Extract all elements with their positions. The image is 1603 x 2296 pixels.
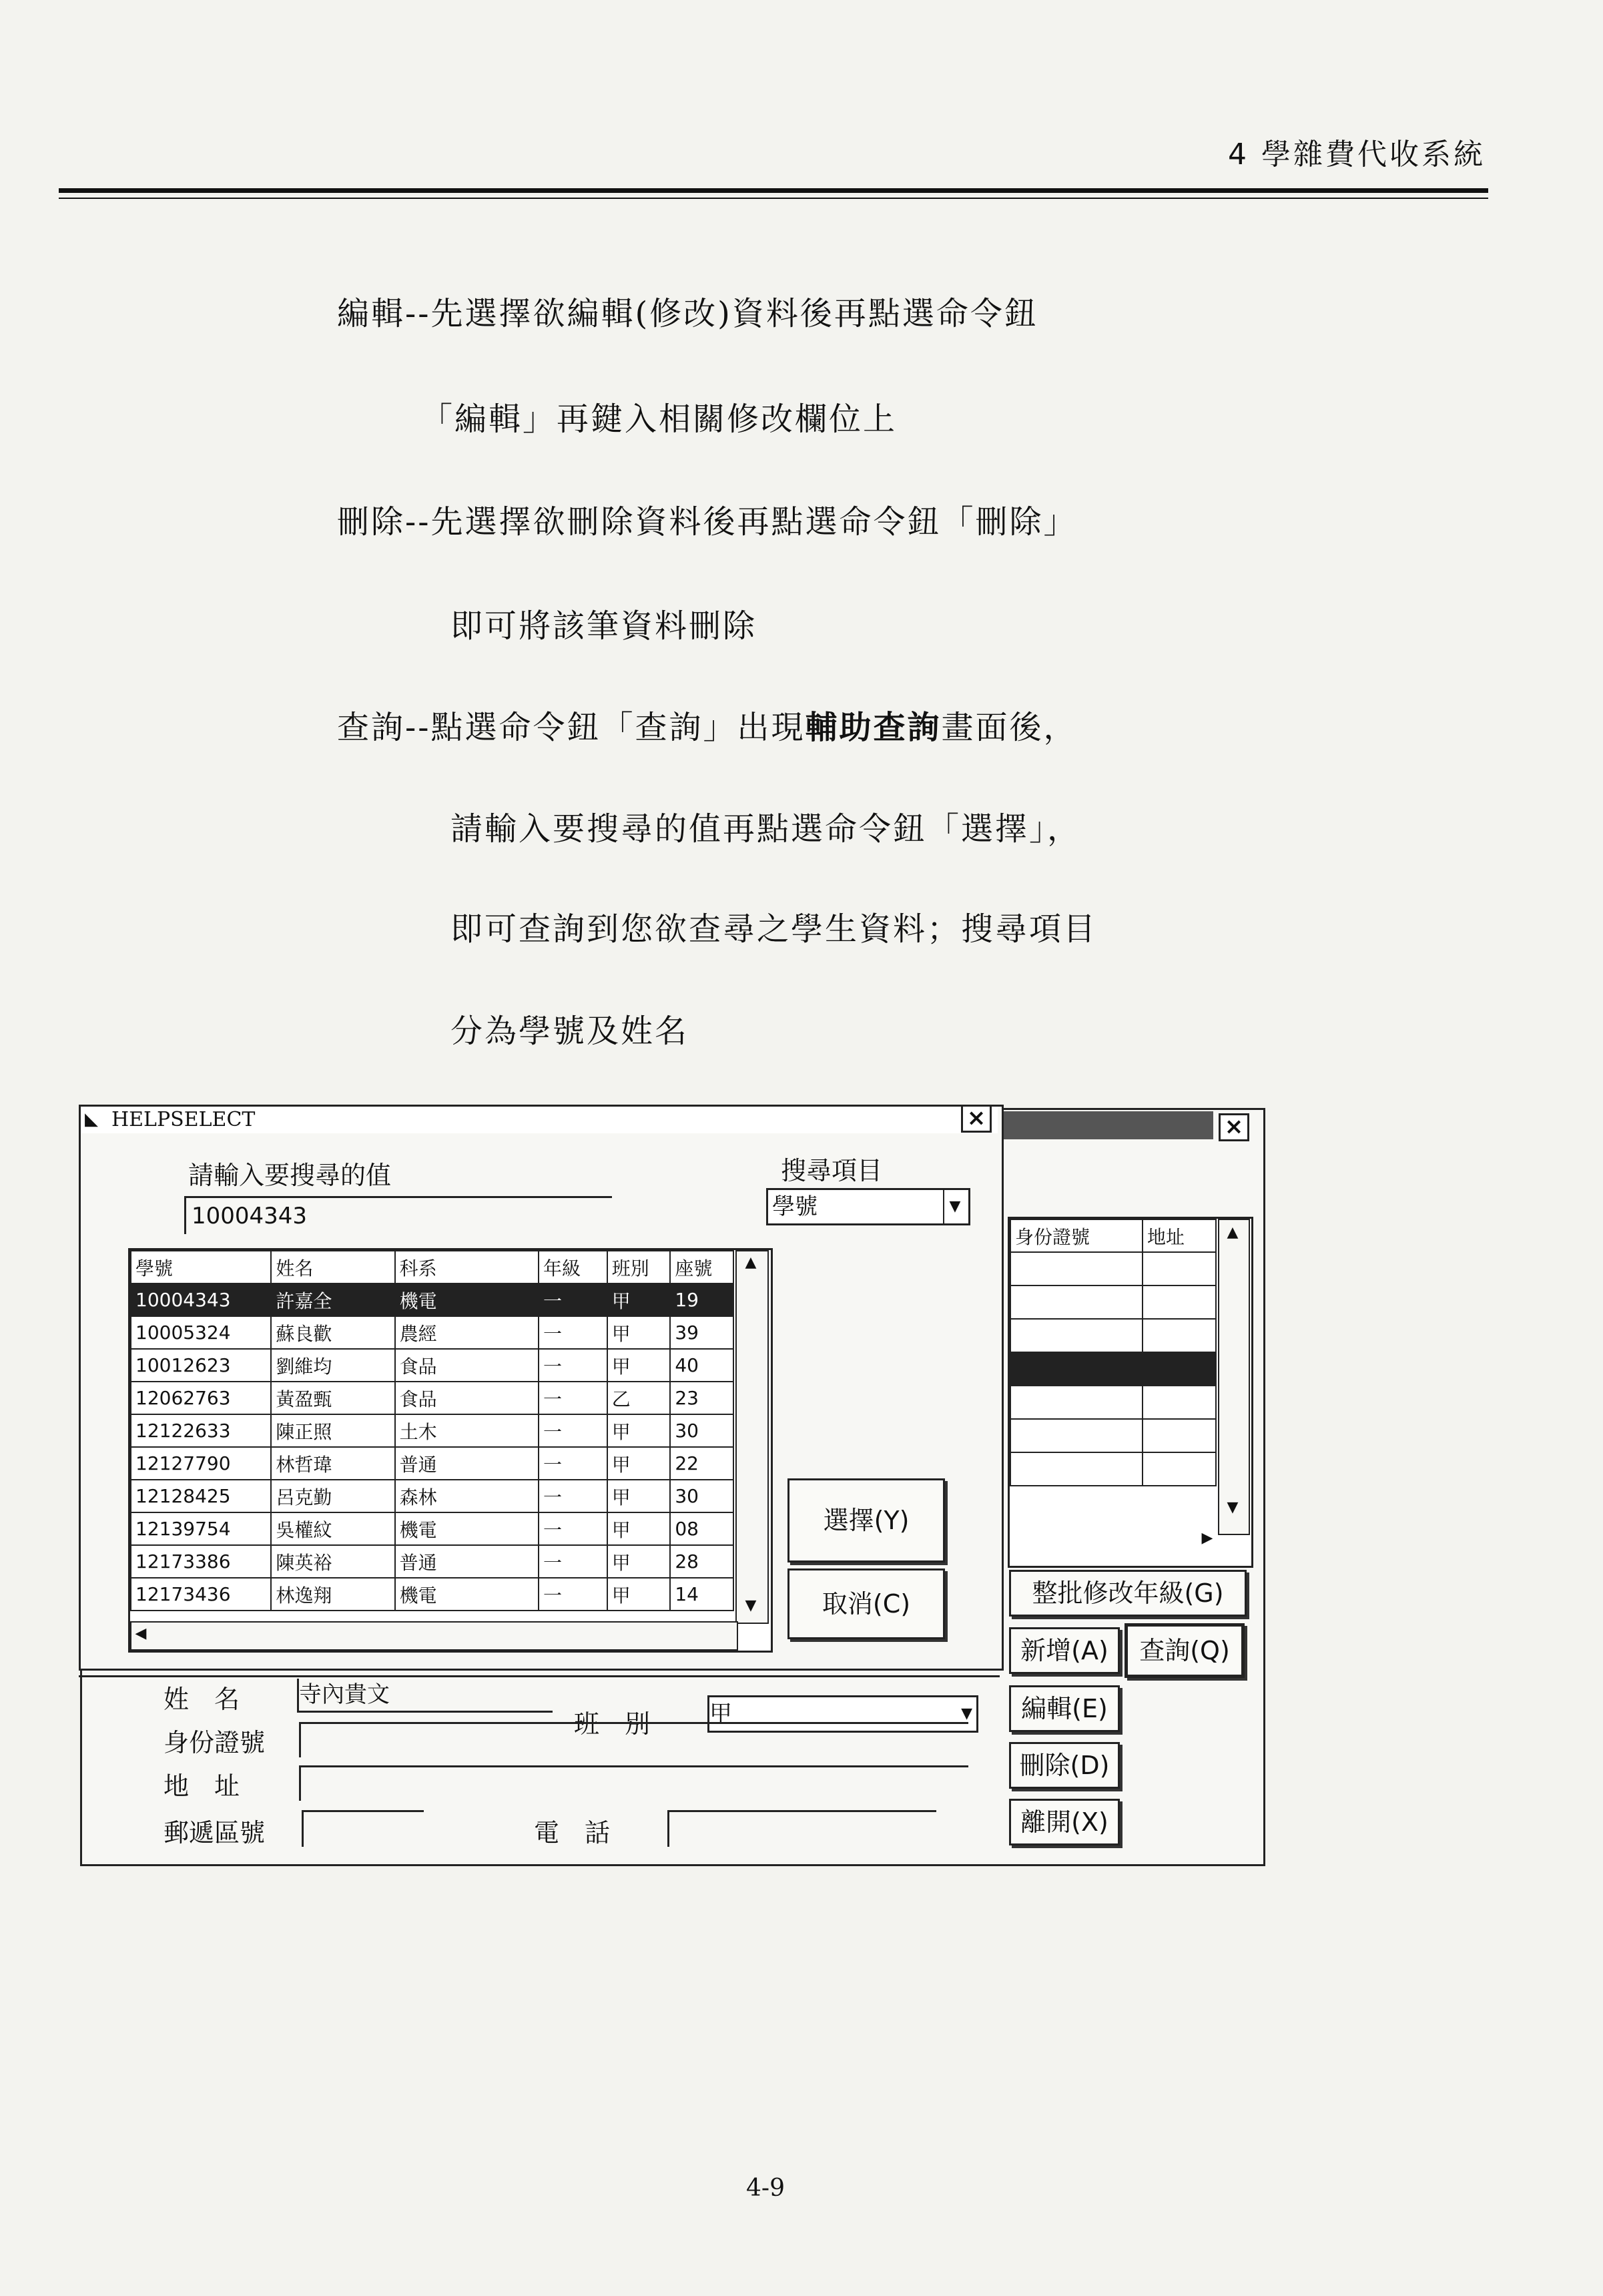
chevron-down-icon[interactable]: ▼ <box>943 1190 966 1223</box>
scroll-down-icon[interactable]: ▼ <box>1227 1499 1239 1516</box>
result-grid-hscroll[interactable] <box>130 1621 738 1651</box>
cell-class: 甲 <box>607 1578 671 1611</box>
header-rule-thin <box>59 198 1488 199</box>
zip-field[interactable] <box>302 1810 424 1847</box>
cell-class: 甲 <box>607 1414 671 1447</box>
cell-grade: 一 <box>539 1447 607 1480</box>
batch-grade-button[interactable]: 整批修改年級(G) <box>1009 1570 1247 1617</box>
result-grid[interactable] <box>128 1248 773 1653</box>
chevron-down-icon[interactable]: ▼ <box>961 1705 972 1722</box>
cell-department: 森林 <box>395 1480 539 1512</box>
main-form-close-icon[interactable]: × <box>1219 1113 1249 1141</box>
helpselect-titlebar <box>81 1107 998 1133</box>
cell-seat: 28 <box>670 1545 733 1578</box>
text-delete-line1: 刪除--先選擇欲刪除資料後再點選命令鈕「刪除」 <box>337 503 1078 541</box>
cell-grade: 一 <box>539 1283 607 1316</box>
cell-student-id: 10012623 <box>131 1349 271 1382</box>
cell-name: 林哲瑋 <box>271 1447 394 1480</box>
cell-grade: 一 <box>539 1512 607 1545</box>
cell-seat: 22 <box>670 1447 733 1480</box>
cell-class: 甲 <box>607 1349 671 1382</box>
cell-student-id: 12122633 <box>131 1414 271 1447</box>
text-query-line2: 請輸入要搜尋的值再點選命令鈕「選擇」， <box>450 810 1082 848</box>
cell-student-id: 12173386 <box>131 1545 271 1578</box>
cell-seat: 39 <box>670 1316 733 1349</box>
cell-seat: 08 <box>670 1512 733 1545</box>
cell-department: 機電 <box>395 1512 539 1545</box>
delete-button[interactable]: 刪除(D) <box>1009 1742 1120 1789</box>
search-item-select[interactable] <box>766 1188 970 1225</box>
cell-name: 黃盈甄 <box>271 1382 394 1414</box>
edit-button[interactable]: 編輯(E) <box>1009 1685 1120 1732</box>
table-row[interactable] <box>131 1414 733 1447</box>
cell-class: 甲 <box>607 1545 671 1578</box>
chapter-header: 4 學雜費代收系統 <box>1228 137 1486 172</box>
cell-class: 甲 <box>607 1480 671 1512</box>
grid-header-name: 姓名 <box>271 1251 394 1283</box>
cell-grade: 一 <box>539 1382 607 1414</box>
name-label: 姓 名 <box>164 1685 240 1714</box>
table-row[interactable] <box>131 1545 733 1578</box>
cell-department: 普通 <box>395 1545 539 1578</box>
table-row[interactable] <box>131 1480 733 1512</box>
cell-department: 食品 <box>395 1349 539 1382</box>
window-icon: ◣ <box>85 1109 98 1129</box>
grid-header-address: 地址 <box>1143 1219 1216 1252</box>
phone-field[interactable] <box>667 1810 936 1847</box>
page-number: 4-9 <box>746 2175 785 2202</box>
cell-name: 林逸翔 <box>271 1578 394 1611</box>
select-button[interactable]: 選擇(Y) <box>787 1478 945 1562</box>
cell-department: 機電 <box>395 1578 539 1611</box>
helpselect-title: HELPSELECT <box>111 1108 256 1131</box>
cell-class: 甲 <box>607 1283 671 1316</box>
cell-class: 乙 <box>607 1382 671 1414</box>
main-form-grid[interactable] <box>1008 1217 1253 1568</box>
search-input[interactable]: 10004343 <box>184 1196 612 1234</box>
grid-header-seat: 座號 <box>670 1251 733 1283</box>
address-field[interactable] <box>299 1765 968 1801</box>
table-row[interactable] <box>131 1447 733 1480</box>
text-query-prefix: 查詢--點選命令鈕「查詢」出現 <box>337 709 806 746</box>
cell-student-id: 12127790 <box>131 1447 271 1480</box>
grid-header-id: 身份證號 <box>1010 1219 1143 1252</box>
table-row[interactable] <box>131 1578 733 1611</box>
text-edit-line1: 編輯--先選擇欲編輯(修改)資料後再點選命令鈕 <box>337 295 1038 332</box>
name-field[interactable]: 寺內貴文 <box>297 1679 553 1713</box>
class-select-value: 甲 <box>709 1701 732 1727</box>
cell-student-id: 10004343 <box>131 1283 271 1316</box>
cell-class: 甲 <box>607 1316 671 1349</box>
scroll-up-icon[interactable]: ▲ <box>745 1254 757 1271</box>
cancel-button[interactable]: 取消(C) <box>787 1568 945 1639</box>
cell-grade: 一 <box>539 1545 607 1578</box>
text-query-line1 <box>337 707 1077 748</box>
grid-header-grade: 年級 <box>539 1251 607 1283</box>
cell-department: 機電 <box>395 1283 539 1316</box>
cell-seat: 19 <box>670 1283 733 1316</box>
text-edit-line2: 「編輯」再鍵入相關修改欄位上 <box>420 400 898 438</box>
table-row[interactable] <box>131 1316 733 1349</box>
scroll-up-icon[interactable]: ▲ <box>1227 1224 1239 1241</box>
cell-department: 土木 <box>395 1414 539 1447</box>
cell-seat: 40 <box>670 1349 733 1382</box>
scroll-down-icon[interactable]: ▼ <box>745 1597 757 1614</box>
helpselect-close-icon[interactable]: × <box>961 1105 992 1133</box>
address-label: 地 址 <box>164 1771 240 1801</box>
search-item-label: 搜尋項目 <box>781 1156 883 1185</box>
cell-student-id: 10005324 <box>131 1316 271 1349</box>
cell-name: 呂克勤 <box>271 1480 394 1512</box>
cell-class: 甲 <box>607 1512 671 1545</box>
cell-student-id: 12062763 <box>131 1382 271 1414</box>
id-label: 身份證號 <box>164 1728 266 1757</box>
cell-name: 許嘉全 <box>271 1283 394 1316</box>
cell-grade: 一 <box>539 1414 607 1447</box>
text-query-line3: 即可查詢到您欲查尋之學生資料；搜尋項目 <box>450 910 1098 948</box>
main-grid-scrollbar[interactable] <box>1218 1219 1250 1535</box>
phone-label: 電 話 <box>534 1818 611 1847</box>
cell-department: 普通 <box>395 1447 539 1480</box>
cell-name: 蘇良歡 <box>271 1316 394 1349</box>
cell-name: 劉維均 <box>271 1349 394 1382</box>
search-label: 請輸入要搜尋的值 <box>188 1161 392 1190</box>
cell-student-id: 12173436 <box>131 1578 271 1611</box>
grid-header-student-id: 學號 <box>131 1251 271 1283</box>
scroll-left-icon[interactable]: ◀ <box>135 1625 147 1642</box>
text-query-bold: 輔助查詢 <box>805 709 942 746</box>
class-label: 班 別 <box>574 1709 651 1739</box>
query-button[interactable]: 查詢(Q) <box>1125 1623 1245 1678</box>
cell-grade: 一 <box>539 1316 607 1349</box>
cell-seat: 23 <box>670 1382 733 1414</box>
cell-seat: 14 <box>670 1578 733 1611</box>
table-row[interactable] <box>131 1512 733 1545</box>
add-button[interactable]: 新增(A) <box>1009 1627 1120 1674</box>
cell-department: 食品 <box>395 1382 539 1414</box>
table-row[interactable] <box>131 1349 733 1382</box>
text-query-line4: 分為學號及姓名 <box>450 1013 689 1050</box>
table-row[interactable] <box>131 1283 733 1316</box>
cell-student-id: 12128425 <box>131 1480 271 1512</box>
id-field[interactable] <box>299 1722 968 1757</box>
zip-label: 郵遞區號 <box>164 1818 266 1847</box>
form-divider <box>79 1675 1000 1677</box>
grid-header-department: 科系 <box>395 1251 539 1283</box>
cell-department: 農經 <box>395 1316 539 1349</box>
cell-grade: 一 <box>539 1480 607 1512</box>
result-grid-vscroll[interactable] <box>735 1250 769 1624</box>
grid-header-class: 班別 <box>607 1251 671 1283</box>
exit-button[interactable]: 離開(X) <box>1009 1799 1120 1845</box>
cell-name: 陳英裕 <box>271 1545 394 1578</box>
cell-class: 甲 <box>607 1447 671 1480</box>
text-delete-line2: 即可將該筆資料刪除 <box>450 607 757 645</box>
cell-seat: 30 <box>670 1414 733 1447</box>
cell-student-id: 12139754 <box>131 1512 271 1545</box>
search-item-value: 學號 <box>772 1193 818 1220</box>
main-form-titlebar <box>1001 1111 1213 1139</box>
cell-grade: 一 <box>539 1578 607 1611</box>
cell-seat: 30 <box>670 1480 733 1512</box>
cell-grade: 一 <box>539 1349 607 1382</box>
header-rule <box>59 188 1488 193</box>
cell-name: 陳正照 <box>271 1414 394 1447</box>
table-row[interactable] <box>131 1382 733 1414</box>
cell-name: 吳權紋 <box>271 1512 394 1545</box>
scroll-right-icon[interactable]: ▶ <box>1201 1530 1213 1546</box>
text-query-suffix: 畫面後， <box>941 709 1078 746</box>
